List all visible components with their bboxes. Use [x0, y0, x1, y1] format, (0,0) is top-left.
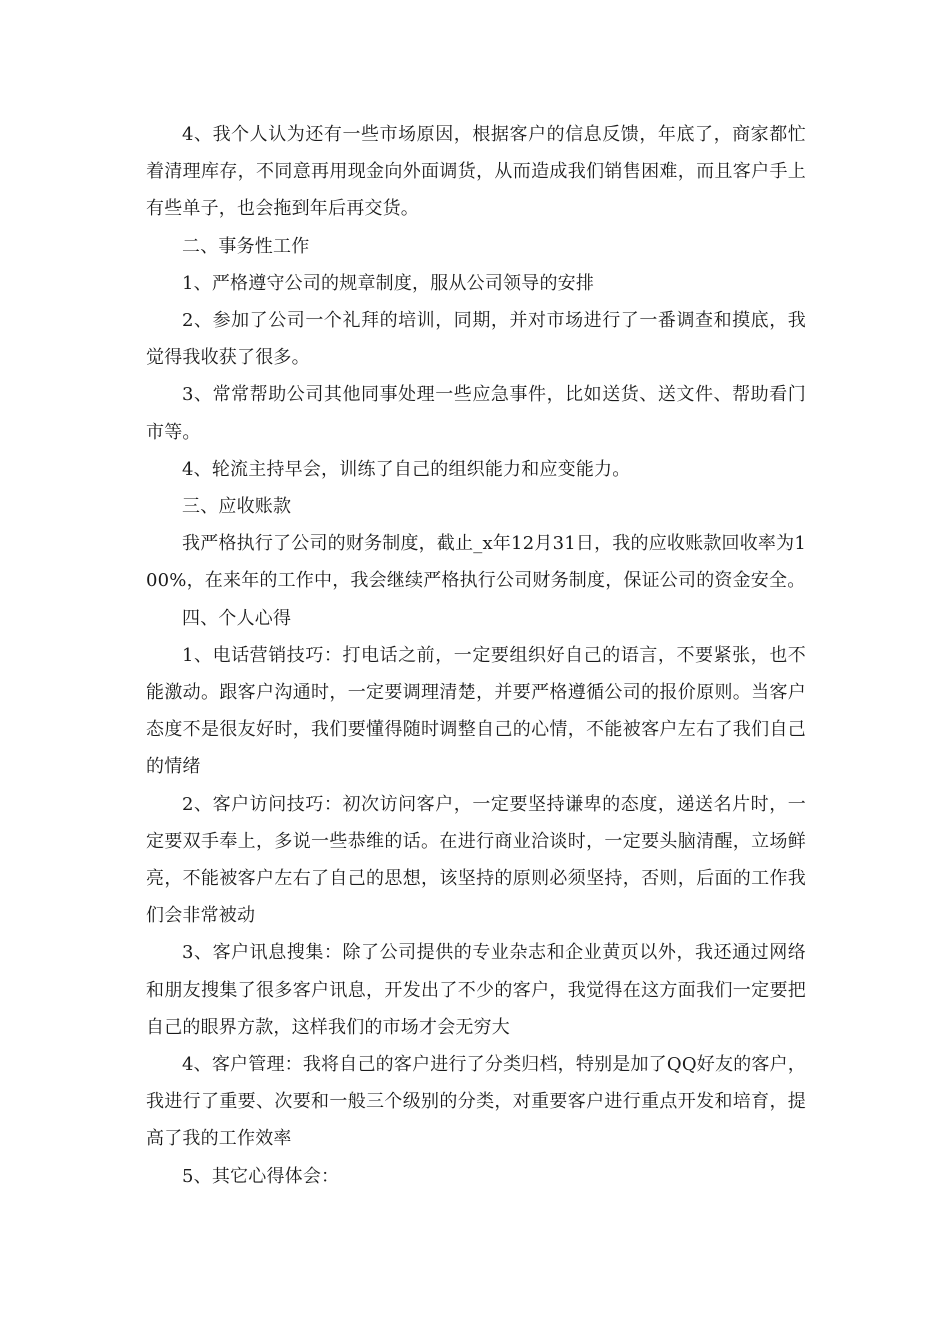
- paragraph-market-reasons: 4、我个人认为还有一些市场原因，根据客户的信息反馈，年底了，商家都忙着清理库存，不同意再用现金向外面调货，从而造成我们销售困难，而且客户手上有些单子，也会拖到年后再交货。: [146, 124, 806, 220]
- section-heading-routine-work: 二、事务性工作: [182, 235, 310, 257]
- paragraph-insight-2: 2、客户访问技巧：初次访问客户，一定要坚持谦卑的态度，递送名片时，一定要双手奉上，多说一些恭维的话。在进行商业洽谈时，一定要头脑清醒，立场鲜亮，不能被客户左右了自己的思想，该坚持的原则必须坚持，否则，后面的工作我们会非常被动: [146, 793, 806, 927]
- paragraph-insight-1: 1、电话营销技巧：打电话之前，一定要组织好自己的语言，不要紧张，也不能激动。跟客户沟通时，一定要调理清楚，并要严格遵循公司的报价原则。当客户态度不是很友好时，我们要懂得随时调整自己的心情，不能被客户左右了我们自己的情绪: [146, 644, 806, 778]
- section-heading-personal-insights: 四、个人心得: [182, 607, 292, 629]
- paragraph-routine-1: 1、严格遵守公司的规章制度，服从公司领导的安排: [182, 272, 595, 294]
- section-heading-receivables: 三、应收账款: [182, 496, 292, 518]
- paragraph-insight-3: 3、客户讯息搜集：除了公司提供的专业杂志和企业黄页以外，我还通过网络和朋友搜集了很多客户讯息，开发出了不少的客户，我觉得在这方面我们一定要把自己的眼界方款，这样我们的市场才会无穷大: [146, 942, 806, 1038]
- paragraph-routine-3: 3、常常帮助公司其他同事处理一些应急事件，比如送货、送文件、帮助看门市等。: [146, 384, 806, 443]
- paragraph-insight-5: 5、其它心得体会：: [182, 1165, 340, 1187]
- paragraph-insight-4: 4、客户管理：我将自己的客户进行了分类归档，特别是加了QQ好友的客户，我进行了重要、次要和一般三个级别的分类，对重要客户进行重点开发和培育，提高了我的工作效率: [146, 1054, 806, 1150]
- document-page: [146, 116, 806, 1195]
- paragraph-receivables: 我严格执行了公司的财务制度，截止_x年12月31日，我的应收账款回收率为100%，在来年的工作中，我会继续严格执行公司财务制度，保证公司的资金安全。: [146, 533, 806, 592]
- paragraph-routine-2: 2、参加了公司一个礼拜的培训，同期，并对市场进行了一番调查和摸底，我觉得我收获了很多。: [146, 310, 806, 369]
- paragraph-routine-4: 4、轮流主持早会，训练了自己的组织能力和应变能力。: [182, 458, 631, 480]
